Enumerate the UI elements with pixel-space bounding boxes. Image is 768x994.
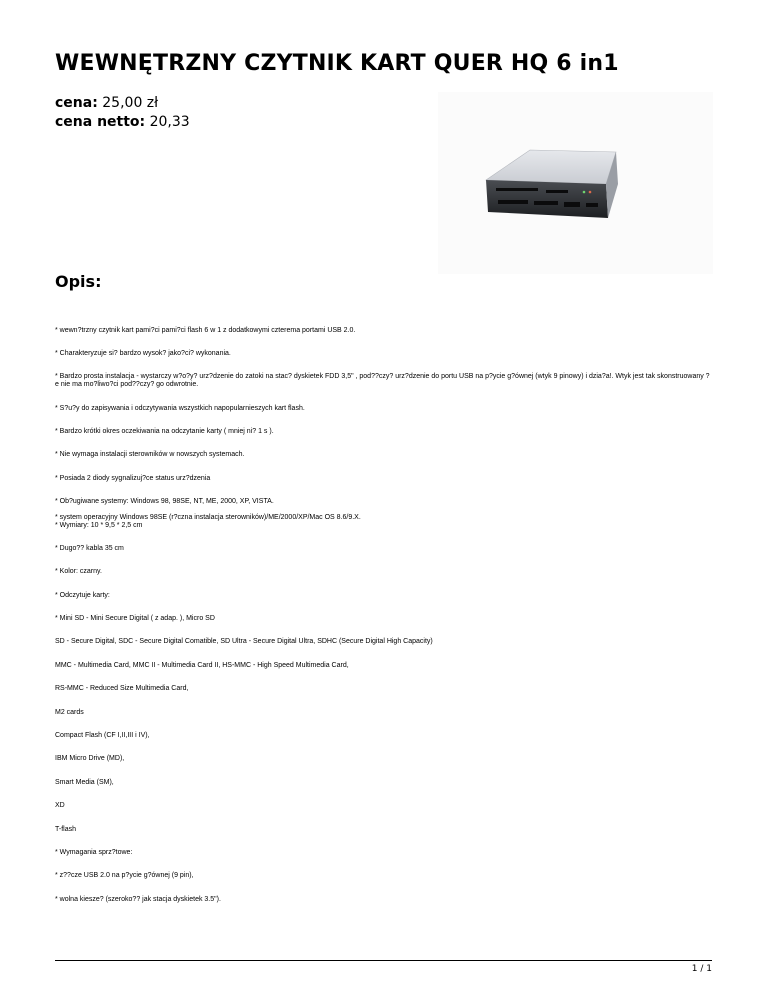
net-price-row [55, 113, 190, 132]
product-photo [438, 92, 713, 274]
description-line: * wolna kiesze? (szeroko?? jak stacja dyskietek 3.5"). [55, 895, 221, 903]
page-number: 1 / 1 [691, 964, 712, 974]
description-line: * Kolor: czarny. [55, 568, 102, 576]
description-line: * Bardzo krótki okres oczekiwania na odczytanie karty ( mniej ni? 1 s ). [55, 427, 274, 435]
description-line: * Odczytuje karty: [55, 591, 110, 599]
description-line: T-flash [55, 825, 77, 833]
description-line: * Wymagania sprz?towe: [55, 848, 133, 856]
description-line: XD [55, 802, 65, 810]
description-line: * Wymiary: 10 * 9,5 * 2,5 cm [55, 521, 143, 529]
card-reader-image [438, 92, 713, 274]
description-line: Smart Media (SM), [55, 778, 114, 786]
description-body [55, 311, 710, 919]
description-line: M2 cards [55, 708, 84, 716]
description-os-line: * system operacyjny Windows 98SE (r?czna instalacja sterowników)/ME/2000/XP/Mac OS 8.6/9.X. [55, 514, 361, 521]
description-line: * Nie wymaga instalacji sterowników w nowszych systemach. [55, 451, 245, 459]
product-title: WEWNĘTRZNY CZYTNIK KART QUER HQ 6 in1 [55, 51, 619, 76]
description-line: * Charakteryzuje si? bardzo wysok? jako?ci? wykonania. [55, 349, 231, 357]
description-line: IBM Micro Drive (MD), [55, 755, 125, 763]
net-price-value: 20,33 [149, 114, 190, 130]
description-line: Compact Flash (CF I,II,III i IV), [55, 732, 150, 740]
description-line: SD - Secure Digital, SDC - Secure Digital Comatible, SD Ultra - Secure Digital Ultra, SDHC (Secure Digital High Capacity) [55, 638, 433, 646]
price-row [55, 94, 158, 113]
description-line: * z??cze USB 2.0 na p?ycie g?ównej (9 pin), [55, 872, 194, 880]
description-line: RS-MMC - Reduced Size Multimedia Card, [55, 685, 189, 693]
description-heading: Opis: [55, 272, 102, 291]
description-line: MMC - Multimedia Card, MMC II - Multimedia Card II, HS-MMC - High Speed Multimedia Card, [55, 661, 349, 669]
net-price-label: cena netto: [55, 114, 146, 130]
price-label: cena: [55, 95, 98, 111]
description-line: * Ob?ugiwane systemy: Windows 98, 98SE, NT, ME, 2000, XP, VISTA. [55, 498, 274, 506]
footer-divider [55, 960, 712, 961]
description-line: * Dugo?? kabla 35 cm [55, 544, 124, 552]
description-line: * wewn?trzny czytnik kart pami?ci pami?ci flash 6 w 1 z dodatkowymi czterema portami USB 2.0. [55, 326, 356, 334]
description-line: * Posiada 2 diody sygnalizuj?ce status urz?dzenia [55, 474, 211, 482]
price-value: 25,00 zł [102, 95, 159, 111]
description-line: * S?u?y do zapisywania i odczytywania wszystkich napopularnieszych kart flash. [55, 404, 305, 412]
description-line: * Mini SD - Mini Secure Digital ( z adap. ), Micro SD [55, 615, 215, 623]
description-line: * Bardzo prosta instalacja - wystarczy w?o?y? urz?dzenie do zatoki na stac? dyskietek FDD 3,5" , pod??czy? urz?dzenie do portu USB na p?ycie g?ównej (wtyk 9 pinowy) i dzia?a!. Wtyk jest tak skonstruowany ?e nie ma mo?liwo?ci pod??czy? go odwrotnie. [55, 373, 710, 389]
